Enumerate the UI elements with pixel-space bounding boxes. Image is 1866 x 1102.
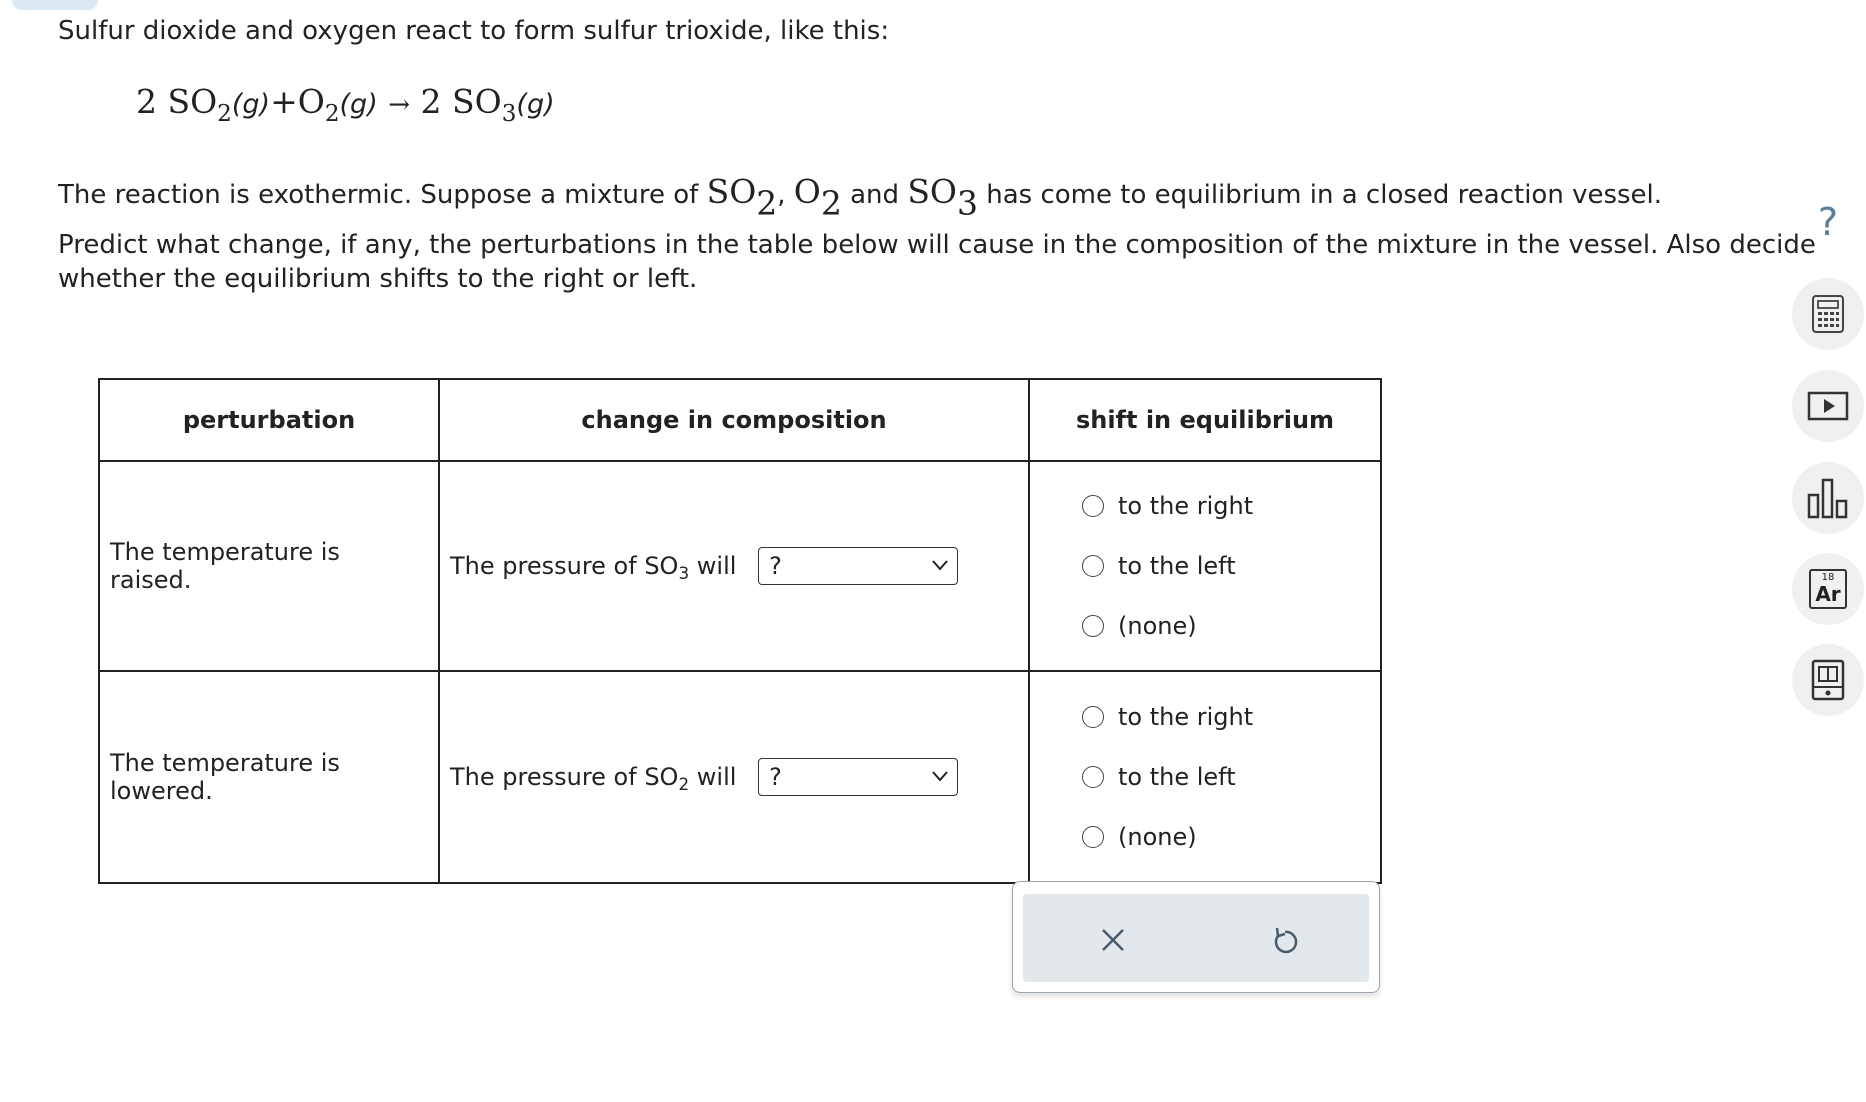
- eq-formula-so2: SO: [167, 82, 218, 121]
- composition-suffix: will: [696, 552, 737, 580]
- p1-species-2: O: [793, 172, 821, 211]
- header-perturbation: perturbation: [99, 379, 439, 461]
- radio-label: to the left: [1118, 552, 1236, 580]
- paragraph-2: Predict what change, if any, the perturbations in the table below will cause in the composition of the mixture in the vessel. Also decide whether the equilibrium shifts to the right or left.: [58, 230, 1816, 294]
- radio-none[interactable]: [1082, 807, 1370, 867]
- p1-and: and: [850, 180, 900, 210]
- play-video-icon: [1807, 391, 1849, 421]
- chevron-down-icon: [931, 769, 949, 783]
- video-button[interactable]: [1792, 370, 1864, 442]
- help-button[interactable]: [1792, 186, 1864, 258]
- periodic-table-icon: [1809, 569, 1847, 609]
- shift-options: [1029, 671, 1381, 883]
- composition-sub: 3: [678, 562, 690, 583]
- p1-species-1: SO: [706, 172, 757, 211]
- answer-action-bar: [1012, 881, 1380, 993]
- header-change-in-composition: change in composition: [439, 379, 1029, 461]
- composition-prefix: The pressure of SO: [450, 763, 679, 791]
- perturbation-cell: The temperature is lowered.: [99, 671, 439, 883]
- radio-circle[interactable]: [1082, 615, 1104, 637]
- p1-sub-2: 2: [820, 183, 842, 223]
- radio-label: to the left: [1118, 763, 1236, 791]
- composition-sub: 2: [678, 773, 690, 794]
- p1-lead: The reaction is exothermic. Suppose a mixture of: [58, 180, 699, 210]
- radio-circle[interactable]: [1082, 555, 1104, 577]
- radio-circle[interactable]: [1082, 826, 1104, 848]
- composition-cell: [439, 671, 1029, 883]
- table-row: [99, 461, 1381, 671]
- eq-formula-o2: O: [297, 82, 325, 121]
- radio-circle[interactable]: [1082, 706, 1104, 728]
- reference-book-button[interactable]: [1792, 644, 1864, 716]
- shift-options: [1029, 461, 1381, 671]
- eq-state-3: (g): [516, 89, 555, 120]
- eq-state-2: (g): [339, 89, 378, 120]
- undo-button[interactable]: [1267, 922, 1303, 958]
- top-tab: [12, 0, 98, 10]
- clear-x-button[interactable]: [1095, 922, 1131, 958]
- reaction-equation: [136, 82, 555, 128]
- radio-label: to the right: [1118, 492, 1254, 520]
- help-icon: ?: [1817, 200, 1839, 244]
- radio-to-the-right[interactable]: [1082, 476, 1370, 536]
- eq-plus: +: [270, 82, 298, 121]
- radio-to-the-left[interactable]: [1082, 536, 1370, 596]
- composition-cell: [439, 461, 1029, 671]
- p1-tail: has come to equilibrium in a closed reaction vessel.: [986, 180, 1663, 210]
- eq-sub-2: 2: [324, 101, 340, 128]
- eq-coef-1: 2: [136, 82, 157, 121]
- composition-dropdown[interactable]: [758, 758, 958, 796]
- eq-arrow: →: [388, 90, 411, 120]
- radio-label: (none): [1118, 823, 1197, 851]
- eq-state-1: (g): [231, 89, 271, 120]
- composition-prefix: The pressure of SO: [450, 552, 679, 580]
- p1-species-3: SO: [907, 172, 957, 211]
- reference-book-icon: [1810, 659, 1846, 701]
- calculator-button[interactable]: [1792, 278, 1864, 350]
- radio-label: (none): [1118, 612, 1197, 640]
- perturbation-cell: The temperature is raised.: [99, 461, 439, 671]
- periodic-number: 18: [1821, 572, 1835, 583]
- composition-suffix: will: [696, 763, 737, 791]
- composition-dropdown[interactable]: [758, 547, 958, 585]
- p1-comma: ,: [777, 180, 786, 210]
- radio-none[interactable]: [1082, 596, 1370, 656]
- eq-coef-3: 2: [420, 82, 442, 121]
- radio-circle[interactable]: [1082, 766, 1104, 788]
- dropdown-value: ?: [769, 763, 782, 791]
- dropdown-value: ?: [769, 552, 782, 580]
- radio-label: to the right: [1118, 703, 1254, 731]
- action-bar-inner: [1023, 894, 1369, 982]
- table-row: [99, 671, 1381, 883]
- intro-text: Sulfur dioxide and oxygen react to form sulfur trioxide, like this:: [58, 16, 890, 46]
- radio-to-the-right[interactable]: [1082, 687, 1370, 747]
- radio-to-the-left[interactable]: [1082, 747, 1370, 807]
- calculator-icon: [1810, 294, 1846, 334]
- table-header-row: [99, 379, 1381, 461]
- eq-sub-1: 2: [217, 101, 232, 128]
- periodic-table-button[interactable]: [1792, 553, 1864, 625]
- eq-sub-3: 3: [501, 101, 517, 128]
- paragraph-1: [58, 172, 1663, 223]
- p1-sub-3: 3: [956, 183, 978, 223]
- data-chart-button[interactable]: [1792, 462, 1864, 534]
- p1-sub-1: 2: [756, 183, 778, 223]
- periodic-symbol: Ar: [1815, 582, 1841, 606]
- chevron-down-icon: [931, 558, 949, 572]
- header-shift-in-equilibrium: shift in equilibrium: [1029, 379, 1381, 461]
- eq-formula-so3: SO: [452, 82, 502, 121]
- perturbation-table: [98, 378, 1382, 884]
- bar-chart-icon: [1806, 477, 1850, 519]
- radio-circle[interactable]: [1082, 495, 1104, 517]
